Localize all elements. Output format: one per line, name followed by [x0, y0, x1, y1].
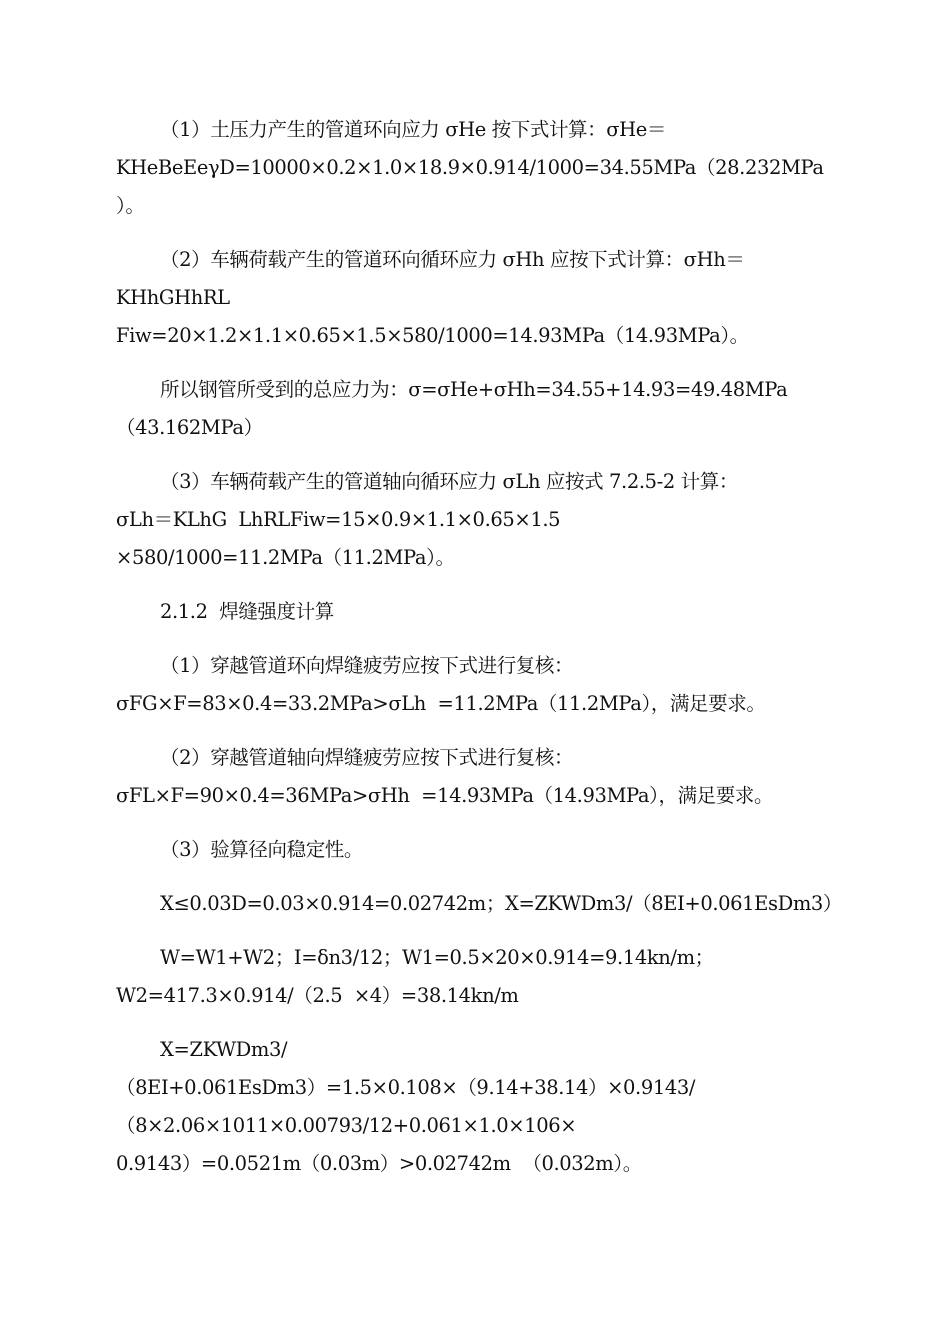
text-line: （2）车辆荷载产生的管道环向循环应力 σHh 应按下式计算：σHh＝	[160, 248, 745, 271]
text-line: ）。	[116, 194, 145, 217]
text-line: （1）土压力产生的管道环向应力 σHe 按下式计算：σHe＝	[160, 118, 667, 141]
text-line: KHhGHhRL	[116, 286, 230, 309]
text-line: （8×2.06×1011×0.00793/12+0.061×1.0×106×	[116, 1114, 577, 1137]
text-line: σFG×F=83×0.4=33.2MPa>σLh =11.2MPa（11.2MPa），满足要求。	[116, 692, 766, 715]
text-line: 0.9143）=0.0521m（0.03m）>0.02742m （0.032m）。	[116, 1152, 642, 1175]
text-line: （3）车辆荷载产生的管道轴向循环应力 σLh 应按式 7.2.5-2 计算：	[160, 470, 738, 493]
text-line: σLh＝KLhG LhRLFiw=15×0.9×1.1×0.65×1.5	[116, 508, 561, 531]
text-line: W2=417.3×0.914/（2.5 ×4）=38.14kn/m	[116, 984, 519, 1007]
text-line: KHeBeEeγD=10000×0.2×1.0×18.9×0.914/1000=34.55MPa（28.232MPa	[116, 156, 824, 179]
section-heading: 2.1.2 焊缝强度计算	[160, 600, 334, 623]
text-line: 所以钢管所受到的总应力为：σ=σHe+σHh=34.55+14.93=49.48MPa	[160, 378, 788, 401]
text-line: X≤0.03D=0.03×0.914=0.02742m；X=ZKWDm3/（8EI+0.061EsDm3）	[160, 892, 843, 915]
text-line: （43.162MPa）	[116, 416, 263, 439]
text-line: Fiw=20×1.2×1.1×0.65×1.5×580/1000=14.93MPa（14.93MPa）。	[116, 324, 749, 347]
text-line: （2）穿越管道轴向焊缝疲劳应按下式进行复核：	[160, 746, 574, 769]
text-line: X=ZKWDm3/	[160, 1038, 288, 1061]
text-line: σFL×F=90×0.4=36MPa>σHh =14.93MPa（14.93MPa），满足要求。	[116, 784, 774, 807]
text-line: （8EI+0.061EsDm3）=1.5×0.108×（9.14+38.14）×0.9143/	[116, 1076, 696, 1099]
text-line: W=W1+W2；I=δn3/12；W1=0.5×20×0.914=9.14kn/m；	[160, 946, 714, 969]
text-line: ×580/1000=11.2MPa（11.2MPa）。	[116, 546, 455, 569]
text-line: （3）验算径向稳定性。	[160, 838, 364, 861]
text-line: （1）穿越管道环向焊缝疲劳应按下式进行复核：	[160, 654, 574, 677]
